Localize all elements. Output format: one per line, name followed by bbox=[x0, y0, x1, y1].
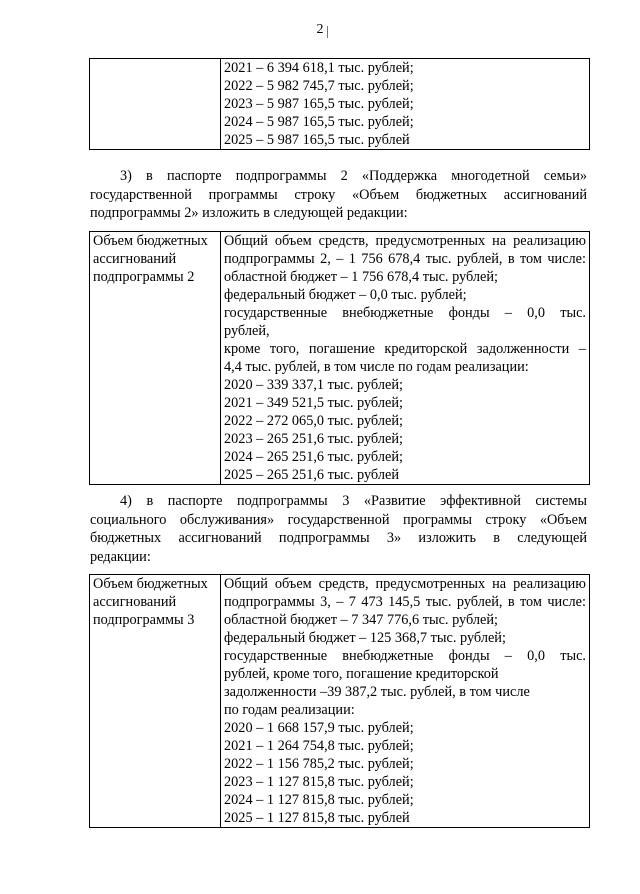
content-line: по годам реализации: bbox=[224, 702, 355, 718]
table-cell-right bbox=[221, 59, 590, 150]
table-subprogram-3 bbox=[89, 574, 590, 828]
year-line: 2021 – 349 521,5 тыс. рублей; bbox=[224, 395, 403, 411]
content-line: Общий объем средств, предусмотренных на реализацию bbox=[224, 576, 586, 592]
paragraph-line: социального обслуживания» государственной программы строку «Объем bbox=[90, 511, 587, 528]
content-line: областной бюджет – 1 756 678,4 тыс. рублей; bbox=[224, 269, 499, 285]
paragraph-line: подпрограммы 2» изложить в следующей редакции: bbox=[90, 205, 408, 221]
paragraph-line: бюджетных ассигнований подпрограммы 3» изложить в следующей bbox=[90, 530, 587, 546]
table-row bbox=[90, 575, 590, 828]
paragraph-line: государственной программы строку «Объем бюджетных ассигнований bbox=[90, 186, 587, 203]
content-line: федеральный бюджет – 125 368,7 тыс. рублей; bbox=[224, 630, 506, 646]
year-line: 2023 – 265 251,6 тыс. рублей; bbox=[224, 431, 403, 447]
row-label-line: Объем бюджетных bbox=[93, 233, 208, 249]
paragraph-item-4 bbox=[90, 492, 587, 566]
table-row bbox=[90, 59, 590, 150]
row-label-line: ассигнований bbox=[93, 594, 177, 610]
year-line: 2022 – 5 982 745,7 тыс. рублей; bbox=[224, 78, 414, 94]
page-number: 2 bbox=[316, 22, 324, 37]
paragraph-line: 4) в паспорте подпрограммы 3 «Развитие эффективной системы bbox=[120, 493, 587, 509]
year-line: 2025 – 5 987 165,5 тыс. рублей bbox=[224, 132, 410, 148]
year-line: 2021 – 6 394 618,1 тыс. рублей; bbox=[224, 60, 414, 76]
table-cell-left bbox=[90, 232, 221, 485]
content-line: кроме того, погашение кредиторской задолженности – bbox=[224, 341, 586, 357]
table-cell-left bbox=[90, 59, 221, 150]
year-line: 2024 – 265 251,6 тыс. рублей; bbox=[224, 449, 403, 465]
year-line: 2020 – 1 668 157,9 тыс. рублей; bbox=[224, 720, 414, 736]
table-cell-left bbox=[90, 575, 221, 828]
table-subprogram-2 bbox=[89, 231, 590, 485]
year-line: 2024 – 5 987 165,5 тыс. рублей; bbox=[224, 114, 414, 130]
table-row bbox=[90, 232, 590, 485]
year-line: 2022 – 272 065,0 тыс. рублей; bbox=[224, 413, 403, 429]
year-line: 2023 – 1 127 815,8 тыс. рублей; bbox=[224, 774, 414, 790]
year-line: 2020 – 339 337,1 тыс. рублей; bbox=[224, 377, 403, 393]
table-cell-right bbox=[221, 575, 590, 828]
year-line: 2024 – 1 127 815,8 тыс. рублей; bbox=[224, 792, 414, 808]
content-line: 4,4 тыс. рублей, в том числе по годам реализации: bbox=[224, 359, 529, 375]
row-label-line: подпрограммы 3 bbox=[93, 612, 195, 628]
content-line: государственные внебюджетные фонды – 0,0 тыс. bbox=[224, 648, 586, 664]
content-line: рублей, bbox=[224, 323, 270, 339]
year-line: 2025 – 1 127 815,8 тыс. рублей bbox=[224, 810, 410, 826]
row-label-line: подпрограммы 2 bbox=[93, 269, 195, 285]
paragraph-line: 3) в паспорте подпрограммы 2 «Поддержка многодетной семьи» bbox=[120, 168, 587, 184]
year-line: 2021 – 1 264 754,8 тыс. рублей; bbox=[224, 738, 414, 754]
year-line: 2022 – 1 156 785,2 тыс. рублей; bbox=[224, 756, 414, 772]
paragraph-line: редакции: bbox=[90, 548, 151, 565]
content-line: подпрограммы 2, – 1 756 678,4 тыс. рублей, в том числе: bbox=[224, 251, 586, 267]
content-line: областной бюджет – 7 347 776,6 тыс. рублей; bbox=[224, 612, 499, 628]
paragraph-item-3 bbox=[90, 167, 587, 223]
row-label-line: Объем бюджетных bbox=[93, 576, 208, 592]
content-line: задолженности –39 387,2 тыс. рублей, в том числе bbox=[224, 684, 530, 700]
row-label-line: ассигнований bbox=[93, 251, 177, 267]
content-line: государственные внебюджетные фонды – 0,0 тыс. bbox=[224, 305, 586, 321]
content-line: рублей, кроме того, погашение кредиторской bbox=[224, 666, 499, 682]
table-top-continuation bbox=[89, 58, 590, 150]
year-line: 2023 – 5 987 165,5 тыс. рублей; bbox=[224, 96, 414, 112]
content-line: федеральный бюджет – 0,0 тыс. рублей; bbox=[224, 287, 467, 303]
content-line: Общий объем средств, предусмотренных на реализацию bbox=[224, 233, 586, 249]
year-line: 2025 – 265 251,6 тыс. рублей bbox=[224, 467, 399, 483]
content-line: подпрограммы 3, – 7 473 145,5 тыс. рублей, в том числе: bbox=[224, 594, 586, 610]
table-cell-right bbox=[221, 232, 590, 485]
